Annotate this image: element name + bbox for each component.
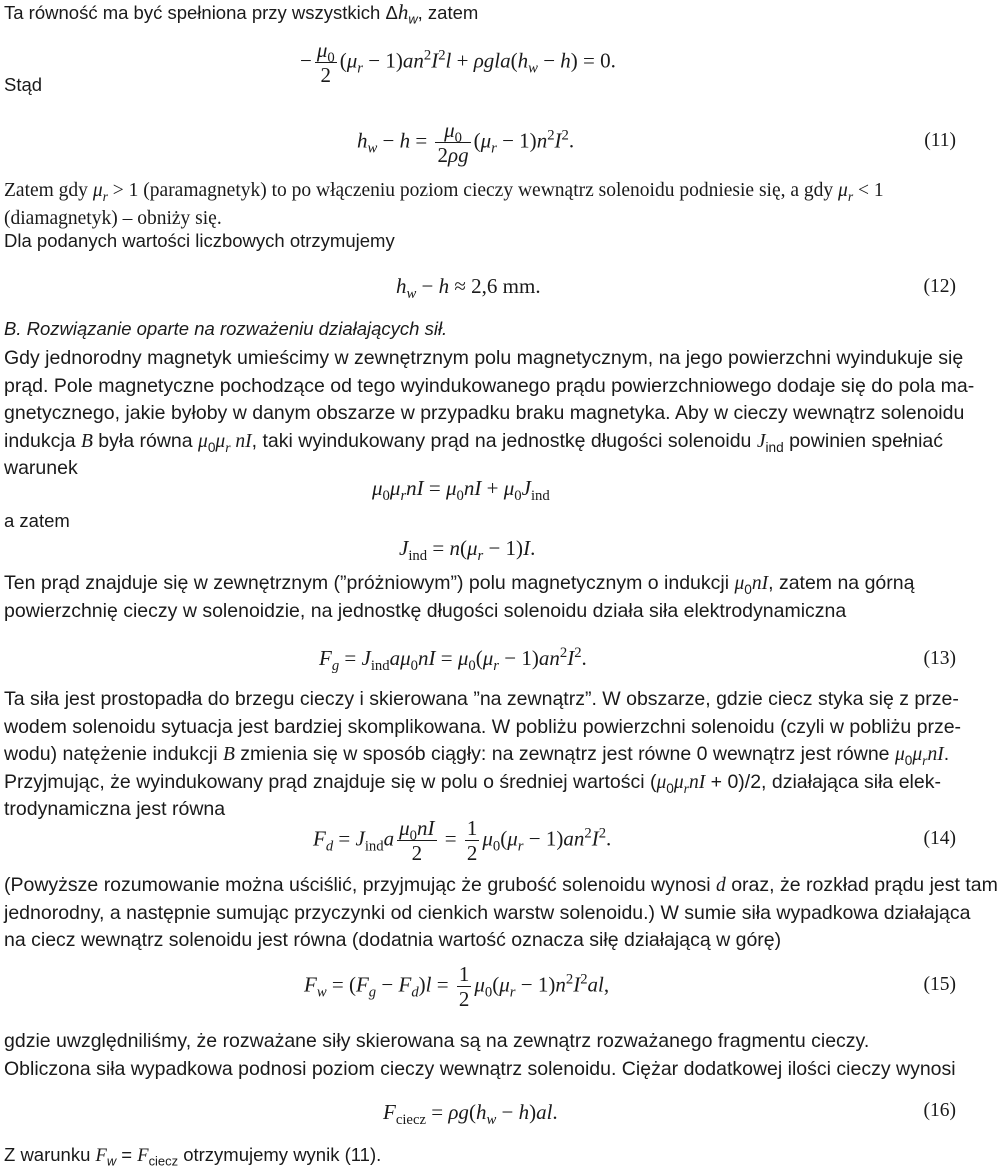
equation-unnumbered-a: − $\frac{\mu_0}{2}$ $(\mu_r - 1)an^2I^2l + \rho gla(h_w - h) = 0$. xyxy=(300,38,616,87)
equation-unnumbered-c: $J_{ind} = n(\mu_r - 1)I$. xyxy=(399,536,536,565)
equation-unnumbered-b: $\mu_0\mu_rnI = \mu_0nI + \mu_0J_{ind}$ xyxy=(372,476,550,505)
paragraph: Ten prąd znajduje się w zewnętrznym (”próżniowym”) polu magnetycznym o indukcji $\mu_0nI$, zatem na górną powierzchnię cieczy w solenoidzie, na jednostkę długości solenoidu działa siła elektrodynamiczna xyxy=(4,572,915,622)
equation-15: $F_w = (F_g - F_d)l$ = $\frac{1}{2}$ $\mu_0(\mu_r - 1)n^2I^2al$, xyxy=(304,962,610,1011)
equation-13: $F_g = J_{ind}a\mu_0nI = \mu_0(\mu_r - 1)an^2I^2$. xyxy=(319,645,587,675)
text-line: Z warunku $F_w = F_{ciecz}$ otrzymujemy wynik (11). xyxy=(4,1144,382,1169)
paragraph: gdzie uwzględniliśmy, że rozważane siły skierowana są na zewnątrz rozważanego fragmentu cieczy. Obliczona siła wypadkowa podnosi poziom cieczy wewnątrz solenoidu. Ciężar dodatkowej ilości cieczy wynosi xyxy=(4,1030,956,1080)
equation-12: $h_w - h \approx 2,6$ mm. xyxy=(396,274,541,303)
text-line: a zatem xyxy=(4,510,70,531)
equation-number: (15) xyxy=(923,974,956,995)
equation-14: $F_d = J_{ind}a$ $\frac{\mu_0nI}{2}$ = $\frac{1}{2}$ $\mu_0(\mu_r - 1)an^2I^2$. xyxy=(313,816,612,865)
section-heading: B. Rozwiązanie oparte na rozważeniu działających sił. xyxy=(4,318,448,339)
paragraph: Ta siła jest prostopadła do brzegu cieczy i skierowana ”na zewnątrz”. W obszarze, gdzie ciecz styka się z prze- wodem solenoidu sytuacja jest bardziej skomplikowana. W pobliżu powierzchni solenoidu (czyli w pobliżu prze- wodu) natężenie indukcji B zmienia się w sposób ciągły: na zewnątrz jest równe 0 wewnątrz jest równe $\mu_0\mu_rnI$. Przyjmując, że wyindukowany prąd znajduje się w polu o średniej wartości $(\mu_0\mu_rnI + 0)/2$, działająca siła elek- trodynamiczna jest równa xyxy=(4,688,962,821)
text-line: Ta równość ma być spełniona przy wszystkich $\Delta h_w$, zatem xyxy=(4,0,479,27)
paragraph: Zatem gdy $\mu_r > 1$ (paramagnetyk) to po włączeniu poziom cieczy wewnątrz solenoidu podniesie się, a gdy $\mu_r < 1$ (diamagnetyk) – obniży się. xyxy=(4,180,884,229)
equation-number: (14) xyxy=(923,828,956,849)
equation-number: (12) xyxy=(923,276,956,297)
equation-number: (16) xyxy=(923,1100,956,1121)
equation-11: $h_w - h$ = $\frac{\mu_0}{2\rho g}$ $(\mu_r - 1)n^2I^2$. xyxy=(357,118,575,167)
text-line: Stąd xyxy=(4,74,43,95)
paragraph: Gdy jednorodny magnetyk umieścimy w zewnętrznym polu magnetycznym, na jego powierzchni wyindukuje się prąd. Pole magnetyczne pochodzące od tego wyindukowanego prądu powierzchniowego dodaje się do pola ma- gnetycznego, jakie byłoby w danym obszarze w przypadku braku magnetyka. Aby w cieczy wewnątrz solenoidu indukcja B była równa $\mu_0\mu_r$ nI, taki wyindukowany prąd na jednostkę długości solenoidu $J_{ind}$ powinien spełniać warunek xyxy=(4,347,975,480)
text-line: Dla podanych wartości liczbowych otrzymujemy xyxy=(4,230,395,251)
equation-number: (13) xyxy=(923,648,956,669)
equation-16: $F_{ciecz} = \rho g(h_w - h)al$. xyxy=(383,1100,558,1129)
equation-number: (11) xyxy=(924,130,956,151)
paragraph: (Powyższe rozumowanie można uściślić, przyjmując że grubość solenoidu wynosi d oraz, że rozkład prądu jest tam jednorodny, a następnie sumując przyczynki od cienkich warstw solenoidu.) W sumie siła wypadkowa działająca na ciecz wewnątrz solenoidu jest równa (dodatnia wartość oznacza siłę działającą w górę) xyxy=(4,874,998,952)
